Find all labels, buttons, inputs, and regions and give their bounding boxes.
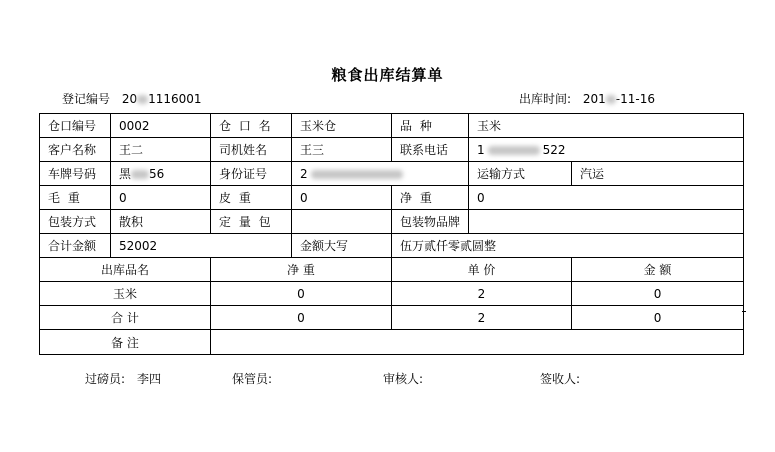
warehouse-name-label: 仓 口 名 [211,114,292,138]
weigher-value: 李四 [137,372,162,386]
column-header-product: 出库品名 [40,258,211,282]
column-header-unit-price: 单 价 [392,258,572,282]
table-row [40,234,744,258]
sum-unit-price: 2 [392,306,572,330]
warehouse-no-label: 仓口编号 [40,114,111,138]
receiver [540,370,592,387]
settlement-table [39,113,744,355]
variety-value: 玉米 [469,114,744,138]
redacted-digits [137,95,148,104]
gross-weight-label: 毛 重 [40,186,111,210]
registration-number-label: 登记编号 [62,92,111,106]
reviewer-label: 审核人: [383,372,424,386]
remark-value [211,330,744,355]
registration-number-value: 20 1116001 [121,92,202,106]
redacted-digits [311,170,403,179]
table-row [40,306,744,330]
net-weight-label: 净 重 [392,186,469,210]
redacted-digits [488,146,540,155]
registration-number [62,90,202,107]
driver-value: 王三 [292,138,392,162]
id-value: 2 [292,162,469,186]
fixed-pack-value [292,210,392,234]
weigher [85,370,161,387]
package-brand-value [469,210,744,234]
transport-value: 汽运 [572,162,744,186]
storekeeper-label: 保管员: [232,372,273,386]
redacted-digits [606,95,616,104]
weigher-label: 过磅员: [85,372,126,386]
table-row [40,138,744,162]
table-row [40,162,744,186]
tare-weight-value: 0 [292,186,392,210]
outbound-time-value: 201 -11-16 [582,92,655,106]
phone-label: 联系电话 [392,138,469,162]
packing-value: 散积 [111,210,211,234]
unit-price-cell: 2 [392,282,572,306]
total-amount-label: 合计金额 [40,234,111,258]
warehouse-name-value: 玉米仓 [292,114,392,138]
table-header-row [40,258,744,282]
document-title: 粮食出库结算单 [331,66,444,84]
reviewer [383,370,435,387]
table-row [40,114,744,138]
table-row [40,330,744,355]
outbound-time-label: 出库时间: [519,92,572,106]
sum-amount: 0 [572,306,744,330]
driver-label: 司机姓名 [211,138,292,162]
transport-label: 运输方式 [469,162,572,186]
fixed-pack-label: 定 量 包 [211,210,292,234]
sum-label: 合 计 [40,306,211,330]
plate-label: 车牌号码 [40,162,111,186]
receiver-label: 签收人: [540,372,581,386]
column-header-amount: 金 额 [572,258,744,282]
tare-weight-label: 皮 重 [211,186,292,210]
warehouse-no-value: 0002 [111,114,211,138]
amount-in-words-value: 伍万贰仟零贰圆整 [392,234,744,258]
storekeeper [232,370,284,387]
column-header-net-weight: 净 重 [211,258,392,282]
variety-label: 品 种 [392,114,469,138]
product-name-cell: 玉米 [40,282,211,306]
table-row [40,186,744,210]
net-weight-cell: 0 [211,282,392,306]
package-brand-label: 包装物品牌 [392,210,469,234]
table-row [40,210,744,234]
plate-value: 黑 56 [111,162,211,186]
total-amount-value: 52002 [111,234,292,258]
remark-label: 备 注 [40,330,211,355]
outbound-time [519,90,655,107]
table-row [40,282,744,306]
id-label: 身份证号 [211,162,292,186]
phone-value: 1 522 [469,138,744,162]
border-tick-mark [742,311,746,312]
customer-label: 客户名称 [40,138,111,162]
amount-cell: 0 [572,282,744,306]
net-weight-value: 0 [469,186,744,210]
redacted-digits [131,170,149,179]
packing-label: 包装方式 [40,210,111,234]
sum-net-weight: 0 [211,306,392,330]
customer-value: 王二 [111,138,211,162]
amount-in-words-label: 金额大写 [292,234,392,258]
gross-weight-value: 0 [111,186,211,210]
